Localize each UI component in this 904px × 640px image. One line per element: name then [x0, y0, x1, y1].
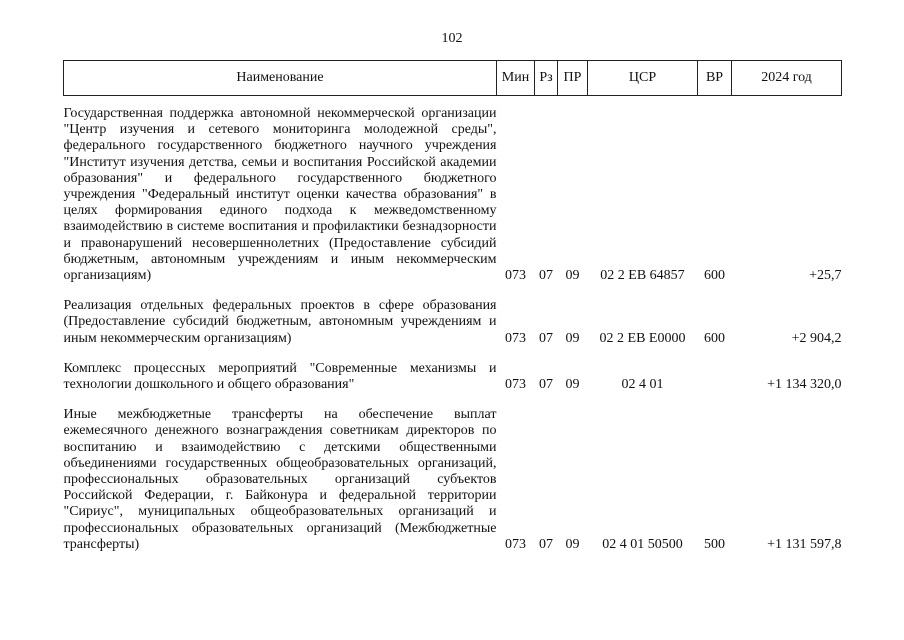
row-name: Иные межбюджетные трансферты на обеспечение выплат ежемесячного денежного вознаграждения советникам директоров по воспитанию и взаимодействию с детскими общественными объединениями государственных общеобразовательных организаций, профессиональных образовательных организаций субъектов Российской Федерации, г. Байконура и федеральной территории "Сириус", муниципальных общеобразовательных организаций и профессиональных образовательных организаций (Межбюджетные трансферты) — [63, 407, 497, 552]
header-csr: ЦСР — [588, 61, 698, 96]
row-pr: 09 — [565, 330, 580, 346]
row-name: Комплекс процессных мероприятий "Современные механизмы и технологии дошкольного и общего образования" — [63, 360, 497, 393]
header-rz: Рз — [535, 61, 558, 96]
row-amount: +1 134 320,0 — [767, 377, 842, 393]
header-min: Мин — [497, 61, 535, 96]
header-name: Наименование — [64, 61, 497, 96]
row-min: 073 — [505, 268, 526, 284]
row-min: 073 — [505, 536, 526, 552]
budget-table — [63, 60, 842, 553]
row-csr: 02 4 01 — [621, 377, 664, 393]
row-rz: 07 — [539, 377, 553, 393]
row-name: Государственная поддержка автономной некоммерческой организации "Центр изучения и сетевого мониторинга молодежной среды", федерального государственного бюджетного научного учреждения "Институт изучения детства, семьи и воспитания Российской академии образования" и федерального государственного бюджетного учреждения "Федеральный институт оценки качества образования" в целях формирования единого подхода к межведомственному взаимодействию в системе воспитания и профилактики безнадзорности и правонарушений несовершеннолетних (Предоставление субсидий бюджетным, автономным учреждениям и иным некоммерческим организациям) — [63, 106, 497, 284]
page-number: 102 — [441, 31, 463, 46]
table-row — [64, 106, 842, 284]
row-pr: 09 — [565, 268, 580, 284]
row-csr: 02 2 EВ E0000 — [599, 330, 686, 346]
table-row — [64, 361, 842, 393]
row-vr — [698, 361, 732, 393]
row-rz: 07 — [539, 536, 553, 552]
row-csr: 02 4 01 50500 — [602, 536, 683, 552]
table-header — [64, 61, 842, 96]
row-vr: 500 — [704, 536, 725, 552]
row-amount: +1 131 597,8 — [767, 536, 842, 552]
row-rz: 07 — [539, 330, 553, 346]
header-pr: ПР — [558, 61, 588, 96]
row-min: 073 — [505, 330, 526, 346]
row-pr: 09 — [565, 377, 580, 393]
row-pr: 09 — [565, 536, 580, 552]
header-vr: ВР — [698, 61, 732, 96]
row-name: Реализация отдельных федеральных проектов в сфере образования (Предоставление субсидий бюджетным, автономным учреждениям и иным некоммерческим организациям) — [63, 298, 497, 346]
table-row — [64, 298, 842, 347]
row-amount: +2 904,2 — [791, 330, 842, 346]
row-min: 073 — [505, 377, 526, 393]
row-vr: 600 — [704, 268, 725, 284]
row-rz: 07 — [539, 268, 553, 284]
row-vr: 600 — [704, 330, 725, 346]
row-csr: 02 2 EВ 64857 — [600, 268, 685, 284]
header-year: 2024 год — [732, 61, 842, 96]
row-amount: +25,7 — [809, 268, 842, 284]
table-row — [64, 407, 842, 553]
